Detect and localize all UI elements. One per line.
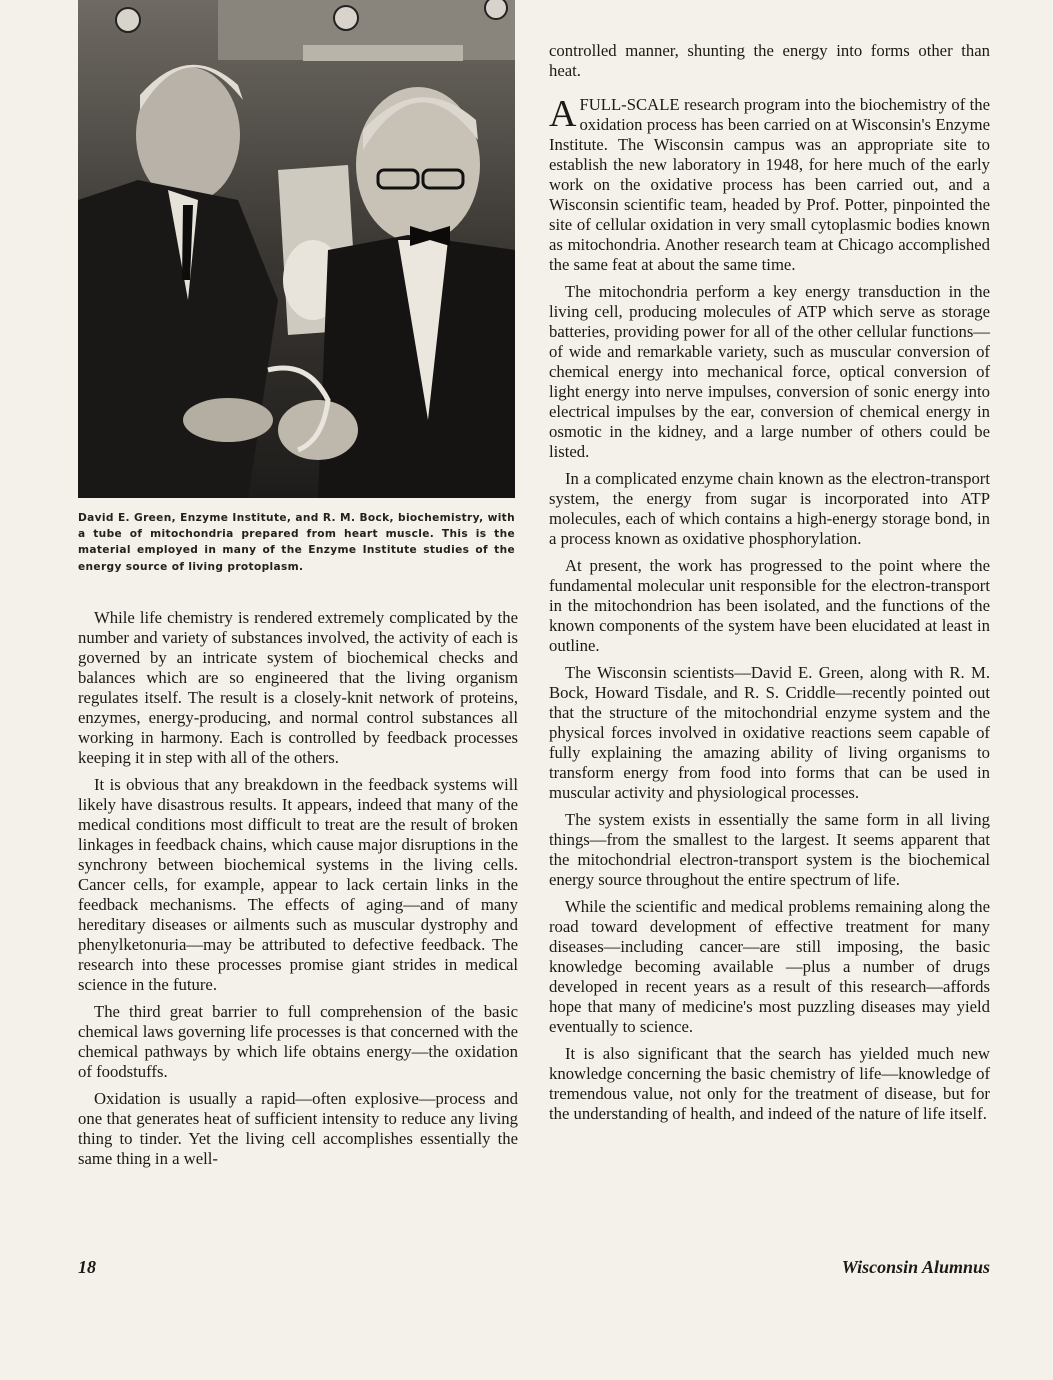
paragraph: The third great barrier to full comprehension of the basic chemical laws governing life processes is that concerned with the chemical pathways by which life obtains energy—the oxidation of foodstuffs. [78, 1002, 518, 1081]
lab-photo [78, 0, 515, 498]
paragraph: While life chemistry is rendered extremely complicated by the number and variety of substances involved, the activity of each is governed by an intricate system of biochemical checks and balances which are so engineered that the living organism regulates itself. The result is a closely-knit network of proteins, enzymes, energy-producing, and normal control substances all working in harmony. Each is controlled by feedback processes keeping it in step with all of the others. [78, 608, 518, 767]
paragraph: At present, the work has progressed to the point where the fundamental molecular unit responsible for the electron-transport in the mitochondrion has been isolated, and the functions of the known components of the system have been elucidated at least in outline. [549, 556, 990, 655]
paragraph: In a complicated enzyme chain known as the electron-transport system, the energy from sugar is incorporated into ATP molecules, each of which contains a high-energy storage bond, in a process known as oxidative phosphorylation. [549, 469, 990, 548]
paragraph: Oxidation is usually a rapid—often explosive—process and one that generates heat of sufficient intensity to reduce any living thing to tinder. Yet the living cell accomplishes essentially the same thing in a well- [78, 1089, 518, 1168]
paragraph: While the scientific and medical problems remaining along the road toward development of effective treatment for many diseases—including cancer—are still imposing, the basic knowledge becoming available —plus a number of drugs developed in recent years as a result of this research—affords hope that many of medicine's most puzzling diseases may yield eventually to science. [549, 897, 990, 1036]
left-column [78, 608, 518, 1176]
paragraph-dropcap [549, 95, 990, 275]
publication-title: Wisconsin Alumnus [841, 1257, 990, 1277]
right-column [549, 41, 990, 1131]
lab-photo-icon [78, 0, 515, 498]
drop-cap: A [549, 93, 577, 135]
page-number: 18 [78, 1257, 96, 1277]
paragraph: It is also significant that the search has yielded much new knowledge concerning the basic chemistry of life—knowledge of tremendous value, not only for the treatment of disease, but for the understanding of health, and indeed of the nature of life itself. [549, 1044, 990, 1123]
paragraph: The system exists in essentially the same form in all living things—from the smallest to the largest. It seems apparent that the mitochondrial electron-transport system is the biochemical energy source throughout the entire spectrum of life. [549, 810, 990, 889]
paragraph-text: FULL-SCALE research program into the biochemistry of the oxidation process has been carried on at Wisconsin's Enzyme Institute. The Wisconsin campus was an appropriate site to establish the new laboratory in 1948, for here much of the early work on the oxidative process has been carried out, and a Wisconsin scientific team, headed by Prof. Potter, pinpointed the site of cellular oxidation in very small cytoplasmic bodies known as mitochondria. Another research team at Chicago accomplished the same feat at about the same time. [549, 95, 990, 274]
paragraph: The Wisconsin scientists—David E. Green, along with R. M. Bock, Howard Tisdale, and R. S. Criddle—recently pointed out that the structure of the mitochondrial enzyme system and the physical forces involved in oxidative reactions seem capable of fully explaining the amazing ability of living organisms to transform energy from food into forms that can be used in muscular activity and physiological processes. [549, 663, 990, 802]
photo-caption: David E. Green, Enzyme Institute, and R. M. Bock, biochemistry, with a tube of mitochondria prepared from heart muscle. This is the material employed in many of the Enzyme Institute studies of the energy source of living protoplasm. [78, 512, 515, 573]
paragraph: It is obvious that any breakdown in the feedback systems will likely have disastrous results. It appears, indeed that many of the medical conditions most difficult to treat are the result of broken linkages in feedback chains, which cause major disruptions in the synchrony between biochemical systems in the living cells. Cancer cells, for example, appear to lack certain links in the feedback mechanisms. The effects of aging—and of many hereditary diseases or ailments such as muscular dystrophy and phenylketonuria—may be attributed to defective feedback. The research into these processes promise giant strides in medical science in the future. [78, 775, 518, 994]
paragraph: controlled manner, shunting the energy into forms other than heat. [549, 41, 990, 80]
paragraph: The mitochondria perform a key energy transduction in the living cell, producing molecules of ATP which serve as storage batteries, providing power for all of the other cellular functions—of wide and remarkable variety, such as muscular conversion of chemical energy into mechanical force, optical conversion of light energy into nerve impulses, conversion of sonic energy into electrical impulses by the ear, conversion of chemical energy in osmotic in the kidney, and a large number of others could be listed. [549, 282, 990, 461]
